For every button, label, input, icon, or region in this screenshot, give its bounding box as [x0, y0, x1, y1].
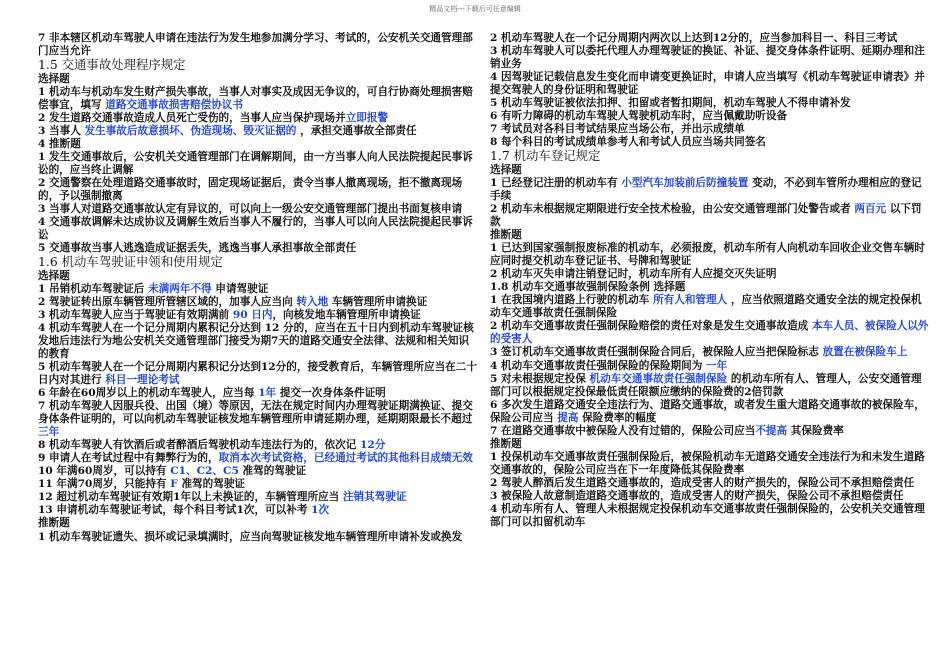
text-line: [38, 177, 478, 203]
line-text: 1 已经登记注册的机动车有: [490, 176, 622, 189]
text-line: [490, 268, 930, 281]
text-line: [38, 86, 478, 112]
line-text: 以下罚款: [490, 202, 922, 229]
text-line: [38, 32, 478, 58]
text-line: [490, 346, 930, 359]
line-text: ，承担交通事故全部责任: [296, 124, 417, 137]
text-line: [490, 177, 930, 203]
answer-highlight: 取消本次考试资格，已经通过考试的其他科目成绩无效: [218, 452, 473, 465]
section-heading: [38, 255, 478, 269]
text-line: [490, 45, 930, 71]
line-text: 1 发生交通事故后，公安机关交通管理部门在调解期间，由一方当事人向人民法院提起民事诉讼的，应当终止调解: [38, 150, 473, 176]
line-text: 7 考试员对各科目考试结果应当场公布，并出示成绩单: [490, 123, 745, 136]
line-text: 5 机动车驾驶人在一个记分周期内累积记分达到12分的，接受教育后，车辆管理所应当在二十日内对其进行: [38, 360, 477, 386]
text-line: [38, 387, 478, 400]
answer-highlight: 转入地: [296, 295, 329, 308]
text-line: [490, 242, 930, 268]
line-text: 7 机动车驾驶人因服兵役、出国（境）等原因，无法在规定时间内办理驾驶证期满换证、提交身体条件证明的，可以向机动车驾驶证核发地车辆管理所申请延期办理，延期期限最长不超过: [38, 400, 473, 426]
line-text: 4 机动车所有人、管理人未根据规定投保机动车交通事故责任强制保险的，公安机关交通管理部门可以扣留机动车: [490, 503, 925, 529]
text-line: [38, 504, 478, 517]
answer-highlight: 提高: [557, 411, 579, 424]
section-heading: [490, 149, 930, 163]
answer-highlight: 所有人和管理人: [653, 294, 728, 307]
answer-highlight: 注销其驾驶证: [342, 491, 407, 504]
text-line: [490, 399, 930, 425]
line-text: 10 年满60周岁，可以持有: [38, 465, 171, 478]
line-text: 5 对未根据规定投保: [490, 372, 590, 385]
text-line: [38, 203, 478, 216]
section-heading: [38, 58, 478, 72]
line-text: 3 当事人对道路交通事故认定有异议的，可以向上一级公安交通管理部门提出书面复核申请: [38, 202, 463, 215]
answer-highlight: 1年: [258, 386, 277, 399]
text-line: [490, 320, 930, 346]
text-line: [38, 531, 478, 544]
line-text: 1.6 机动车驾驶证申领和使用规定: [38, 254, 223, 270]
answer-highlight: 科目一理论考试: [105, 373, 180, 386]
line-text: 1 吊销机动车驾驶证后: [38, 282, 149, 295]
text-line: [38, 296, 478, 309]
line-text: 7 在道路交通事故中被保险人没有过错的，保险公司应当: [490, 424, 756, 437]
answer-highlight: 立即报警: [345, 111, 389, 124]
text-line: [38, 361, 478, 387]
line-text: 1 已达到国家强制报废标准的机动车，必须报废，机动车所有人向机动车回收企业交售车辆时应同时提交机动车登记证书、号牌和驾驶证: [490, 242, 925, 268]
text-line: [490, 360, 930, 373]
line-text: 保险费率的幅度: [578, 411, 657, 424]
line-text: 1.8 机动车交通事故强制保险条例 选择题: [490, 281, 686, 294]
line-text: 车辆管理所申请换证: [328, 295, 428, 308]
line-text: 提交一次身体条件证明: [276, 386, 386, 399]
line-text: 2 发生道路交通事故造成人员死亡受伤的，当事人应当保护现场并: [38, 111, 346, 124]
answer-highlight: 12分: [359, 439, 386, 452]
line-text: 3 签订机动车交通事故责任强制保险合同后，被保险人应当把保险标志: [490, 346, 823, 359]
line-text: 1 机动车驾驶证遗失、损坏或记录填满时，应当向驾驶证核发地车辆管理所申请补发或换发: [38, 530, 463, 543]
line-text: 3 机动车驾驶人应当于驾驶证有效期满前: [38, 308, 233, 321]
line-text: 2 交通警察在处理道路交通事故时，固定现场证据后，责令当事人撤离现场，拒不撤离现场的，予以强制撤离: [38, 176, 463, 202]
line-text: 选择题: [490, 163, 522, 176]
text-line: [38, 216, 478, 242]
line-text: 4 机动车驾驶人在一个记分周期内累积记分达到 12 分的，应当在五十日内到机动车驾驶证核发地后违法行为地公安机关交通管理部门接受为期7天的道路交通安全法律、法规和相关知识的教育: [38, 321, 474, 360]
line-text: 11 年满70周岁，只能持有: [38, 478, 171, 491]
answer-highlight: 1次: [311, 504, 330, 517]
text-line: [38, 283, 478, 296]
page-header: 精品文档---下载后可任意编辑: [429, 5, 521, 13]
line-text: 4 推断题: [38, 137, 81, 150]
text-line: [490, 477, 930, 490]
answer-highlight: C1、C2、C5: [170, 465, 239, 478]
line-text: 5 机动车驾驶证被依法扣押、扣留或者暂扣期间，机动车驾驶人不得申请补发: [490, 97, 851, 110]
text-line: [490, 164, 930, 177]
answer-highlight: 两百元: [854, 202, 887, 215]
right-column: [490, 32, 930, 668]
line-text: 12 超过机动车驾驶证有效期1年以上未换证的，车辆管理所应当: [38, 491, 343, 504]
line-text: 1 机动车与机动车发生财产损失事故，当事人对事实及成因无争议的，可自行协商处理损害赔偿事宜，填写: [38, 85, 473, 111]
line-text: 1 投保机动车交通事故责任强制保险后，被保险机动车无道路交通安全违法行为和未发生道路交通事故的，保险公司应当在下一年度降低其保险费率: [490, 450, 925, 476]
answer-highlight: 一年: [706, 359, 728, 372]
text-line: [490, 294, 930, 320]
line-text: 4 机动车交通事故责任强制保险的保险期间为: [490, 359, 707, 372]
line-text: 推断题: [490, 437, 522, 450]
text-line: [490, 110, 930, 123]
line-text: 的机动车所有人、管理人，公安交通管理部门可以根据规定投保最低责任限额应缴纳的保险费的2倍罚款: [490, 372, 922, 398]
line-text: 6 多次发生道路交通安全违法行为、道路交通事故，或者发生重大道路交通事故的被保险车，保险公司应当: [490, 398, 925, 424]
line-text: 3 被保险人故意制造道路交通事故的，造成受害人的财产损失，保险公司不承担赔偿责任: [490, 490, 904, 502]
text-line: [490, 425, 930, 438]
text-line: [38, 270, 478, 283]
line-text: 选择题: [38, 72, 70, 85]
answer-highlight: 不提高: [755, 424, 788, 437]
line-text: 1 在我国境内道路上行驶的机动车: [490, 294, 654, 307]
text-line: [490, 281, 930, 294]
line-text: 2 机动车交通事故责任强制保险赔偿的责任对象是发生交通事故造成: [490, 320, 812, 333]
text-line: [490, 71, 930, 97]
line-text: 6 年龄在60周岁以上的机动车驾驶人，应当每: [38, 386, 259, 399]
text-line: [38, 478, 478, 491]
line-text: 2 机动车灭失申请注销登记时，机动车所有人应提交灭失证明: [490, 268, 777, 281]
answer-highlight: 未满两年不得: [148, 282, 212, 295]
line-text: 1.5 交通事故处理程序规定: [38, 57, 186, 73]
text-line: [38, 309, 478, 322]
text-line: [490, 123, 930, 136]
text-line: [490, 229, 930, 242]
text-line: [38, 73, 478, 86]
line-text: 7 非本辖区机动车驾驶人申请在违法行为发生地参加满分学习、考试的，公安机关交通管理部门应当允许: [38, 32, 473, 58]
answer-highlight: 道路交通事故损害赔偿协议书: [105, 98, 243, 111]
answer-highlight: 放置在被保险车上: [822, 346, 908, 359]
line-text: 选择题: [38, 269, 70, 282]
line-text: 13 申请机动车驾驶证考试，每个科目考试1次，可以补考: [38, 504, 312, 517]
line-text: 2 驾驶人醉酒后发生道路交通事故的，造成受害人的财产损失的，保险公司不承担赔偿责任: [490, 476, 915, 489]
text-line: [490, 32, 930, 45]
answer-highlight: 小型汽车加装前后防撞装置: [621, 176, 749, 189]
line-text: 其保险费率: [787, 424, 844, 437]
text-line: [38, 452, 478, 465]
line-text: 申请驾驶证: [211, 282, 269, 295]
text-line: [490, 438, 930, 451]
text-line: [38, 439, 478, 452]
line-text: 9 申请人在考试过程中有舞弊行为的，: [38, 452, 219, 465]
line-text: 推断题: [490, 229, 522, 242]
text-line: [490, 503, 930, 529]
answer-highlight: 发生事故后故意损坏、伪造现场、毁灭证据的: [84, 124, 297, 137]
answer-highlight: F: [170, 478, 178, 491]
line-text: 8 每个科目的考试成绩单参考人和考试人员应当场共同签名: [490, 136, 766, 149]
line-text: 6 有听力障碍的机动车驾驶人驾驶机动车时，应当佩戴助听设备: [490, 110, 788, 123]
line-text: 2 驾驶证转出原车辆管理所管辖区域的，加事人应当向: [38, 295, 297, 308]
text-line: [490, 373, 930, 399]
line-text: ，向核发地车辆管理所申请换证: [272, 308, 421, 321]
answer-highlight: 本车人员、被保险人以外的受害人: [490, 320, 929, 346]
line-text: 准驾的驾驶证: [238, 465, 307, 478]
answer-highlight: 90 日内: [232, 308, 273, 321]
text-line: [38, 125, 478, 138]
left-column: [38, 32, 478, 668]
answer-highlight: 机动车交通事故责任强制保险: [589, 372, 728, 385]
text-line: [490, 203, 930, 229]
text-line: [490, 451, 930, 477]
line-text: 8 机动车驾驶人有饮酒后或者醉酒后驾驶机动车违法行为的，依次记: [38, 439, 360, 452]
text-line: [38, 465, 478, 478]
line-text: 5 交通事故当事人逃逸造成证据丢失，逃逸当事人承担事故全部责任: [38, 242, 357, 255]
text-line: [38, 151, 478, 177]
line-text: 1.7 机动车登记规定: [490, 148, 601, 164]
line-text: 推断题: [38, 517, 70, 530]
text-line: [38, 322, 478, 361]
line-text: 4 交通事故调解未达成协议及调解生效后当事人不履行的，当事人可以向人民法院提起民事诉讼: [38, 216, 473, 242]
line-text: 准驾的驾驶证: [177, 478, 246, 491]
answer-highlight: 三年: [38, 426, 60, 439]
text-line: [38, 491, 478, 504]
line-text: 4 因驾驶证记载信息发生变化而申请变更换证时，申请人应当填写《机动车驾驶证申请表》并提交驾驶人的身份证明和驾驶证: [490, 71, 925, 97]
line-text: 2 机动车驾驶人在一个记分周期内两次以上达到12分的，应当参加科目一、科目三考试: [490, 32, 898, 44]
line-text: ，应当依照道路交通安全法的规定投保机动车交通事故责任强制保险: [490, 294, 922, 320]
text-line: [38, 400, 478, 439]
text-line: [38, 517, 478, 530]
line-text: 3 当事人: [38, 124, 85, 137]
line-text: 变动，不必到车管所办理相应的登记手续: [490, 176, 922, 202]
text-line: [38, 138, 478, 151]
line-text: 2 机动车未根据规定期限进行安全技术检验，由公安交通管理部门处警告或者: [490, 202, 855, 215]
text-line: [38, 112, 478, 125]
line-text: 3 机动车驾驶人可以委托代理人办理驾驶证的换证、补证、提交身体条件证明、延期办理和注销业务: [490, 45, 925, 71]
text-line: [490, 490, 930, 503]
text-line: [490, 97, 930, 110]
